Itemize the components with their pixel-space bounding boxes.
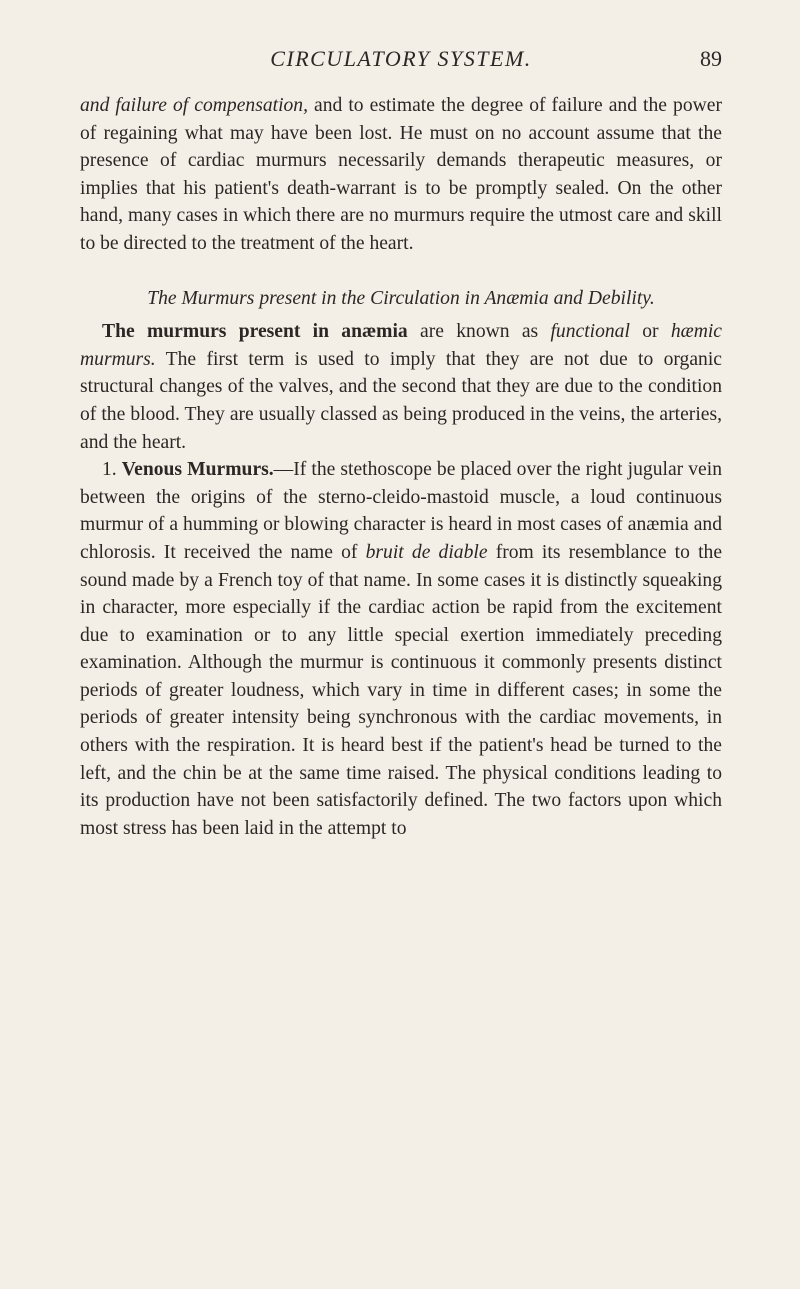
- paragraph-text: —If the stethoscope be placed over the right jugular vein between the origins of the sterno-cleido-mastoid muscle, a loud continuous murmur of a humming or blowing character is heard in most cases of anæmia and chlorosis. It received the name of: [80, 459, 722, 563]
- italic-term: hæmic murmurs.: [80, 321, 722, 370]
- list-number: 1.: [102, 459, 117, 481]
- italic-lead: and failure of compensation,: [80, 95, 308, 116]
- paragraph-venous-murmurs: [80, 456, 722, 842]
- page-number: 89: [700, 46, 722, 71]
- italic-term: bruit de diable: [365, 541, 488, 563]
- bold-lead: Venous Murmurs.: [121, 459, 274, 481]
- paragraph-text: or: [629, 321, 671, 343]
- section-heading: The Murmurs present in the Circulation in Anæmia and Debility.: [147, 287, 655, 309]
- paragraph-text: from its resemblance to the sound made by a French toy of that name. In some cases it is distinctly squeaking in character, more especially if the cardiac action be rapid from the excitement due to examination or to any little special exertion immediately preceding examination. Although the murmur is continuous it commonly presents distinct periods of greater loudness, which vary in time in different cases; in some the periods of greater intensity being synchronous with the cardiac movements, in others with the respiration. It is heard best if the patient's head be turned to the left, and the chin be at the same time raised. The physical conditions leading to its production have not been satisfactorily defined. The two factors upon which most stress has been laid in the attempt to: [80, 541, 723, 839]
- paragraph-text: The first term is used to imply that they are not due to organic structural changes of the valves, and the second that they are due to the condition of the blood. They are usually classed as being produced in the veins, the arteries, and the heart.: [80, 348, 722, 453]
- bold-lead: The murmurs present in anæmia: [102, 321, 408, 343]
- running-title: CIRCULATORY SYSTEM.: [270, 46, 532, 71]
- paragraph-text: and to estimate the degree of failure and the power of regaining what may have been lost. He must on no account assume that the presence of cardiac murmurs necessarily demands therapeutic measures, or implies that his patient's death-warrant is to be promptly sealed. On the other hand, many cases in which there are no murmurs require the utmost care and skill to be directed to the treatment of the heart.: [80, 95, 722, 254]
- paragraph-compensation: [80, 92, 722, 258]
- paragraph-text: are known as: [407, 321, 551, 343]
- running-head: [80, 46, 722, 76]
- italic-term: functional: [550, 321, 630, 343]
- body-text: [80, 92, 722, 842]
- paragraph-anaemia-murmurs: [80, 318, 722, 456]
